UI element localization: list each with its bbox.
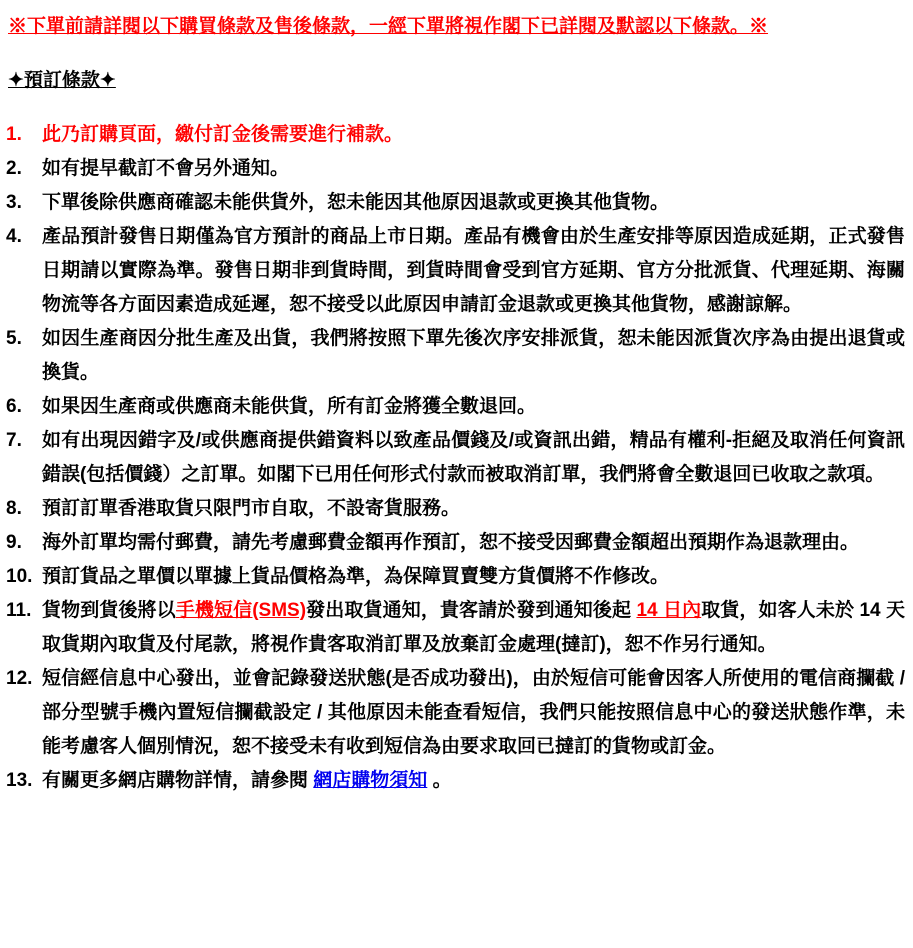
term-item — [6, 764, 905, 798]
term-item-number: 4. — [6, 225, 22, 247]
term-item-number: 6. — [6, 395, 22, 417]
term-item — [6, 594, 905, 662]
term-item — [6, 186, 905, 220]
text-segment: 如有提早截訂不會另外通知。 — [42, 157, 290, 179]
term-item-number: 12. — [6, 667, 33, 689]
term-item-text — [42, 662, 905, 764]
term-item-text — [42, 220, 905, 322]
text-segment: 取貨，如客人未於 14 天取貨期內取貨及付尾款，將視作貴客取消訂單及放棄訂金處理(撻訂)，恕不作另行通知。 — [42, 599, 905, 655]
text-segment: 如果因生產商或供應商未能供貨，所有訂金將獲全數退回。 — [42, 395, 537, 417]
text-segment: 貨物到貨後將以 — [42, 599, 176, 621]
text-segment: 產品預計發售日期僅為官方預計的商品上市日期。產品有機會由於生產安排等原因造成延期，正式發售日期請以實際為準。發售日期非到貨時間，到貨時間會受到官方延期、官方分批派貨、代理延期、海關物流等各方面因素造成延遲，恕不接受以此原因申請訂金退款或更換其他貨物，感謝諒解。 — [42, 225, 905, 315]
term-item-number: 8. — [6, 497, 22, 519]
term-item-text — [42, 186, 905, 220]
term-item-number: 3. — [6, 191, 22, 213]
term-item-text — [42, 322, 905, 390]
text-segment: 預訂訂單香港取貨只限門市自取，不設寄貨服務。 — [42, 497, 461, 519]
highlighted-text: 手機短信(SMS) — [175, 599, 307, 621]
text-segment: 發出取貨通知，貴客請於發到通知後起 — [306, 599, 637, 621]
term-item-number: 10. — [6, 565, 33, 587]
term-item — [6, 424, 905, 492]
terms-list — [6, 118, 905, 798]
text-segment: 。 — [427, 769, 452, 791]
term-item-text — [42, 492, 905, 526]
text-segment: 下單後除供應商確認未能供貨外，恕未能因其他原因退款或更換其他貨物。 — [42, 191, 670, 213]
term-item-text — [42, 560, 905, 594]
term-item-text — [42, 764, 905, 798]
term-item-text — [42, 118, 905, 152]
term-item — [6, 560, 905, 594]
shop-guide-link[interactable]: 網店購物須知 — [313, 769, 428, 791]
text-segment: 有關更多網店購物詳情，請參閱 — [42, 769, 314, 791]
term-item — [6, 220, 905, 322]
text-segment: 如有出現因錯字及/或供應商提供錯資料以致產品價錢及/或資訊出錯，精品有權利-拒絕及取消任何資訊錯誤(包括價錢）之訂單。如閣下已用任何形式付款而被取消訂單，我們將會全數退回已收取之款項。 — [42, 429, 905, 485]
term-item-number: 7. — [6, 429, 22, 451]
page-title: ※下單前請詳閱以下購買條款及售後條款，一經下單將視作閣下已詳閱及默認以下條款。※ — [8, 16, 769, 37]
term-item — [6, 390, 905, 424]
text-segment: 預訂貨品之單價以單據上貨品價格為準，為保障買賣雙方貨價將不作修改。 — [42, 565, 670, 587]
term-item-number: 5. — [6, 327, 22, 349]
term-item-number: 9. — [6, 531, 22, 553]
term-item-text — [42, 424, 905, 492]
term-item-text — [42, 526, 905, 560]
term-item — [6, 322, 905, 390]
term-item-text — [42, 594, 905, 662]
highlighted-text: 14 日內 — [636, 599, 702, 621]
term-item-number: 1. — [6, 123, 22, 145]
term-item — [6, 526, 905, 560]
text-segment: 此乃訂購頁面，繳付訂金後需要進行補款。 — [42, 123, 404, 145]
text-segment: 如因生產商因分批生產及出貨，我們將按照下單先後次序安排派貨，恕未能因派貨次序為由提出退貨或換貨。 — [42, 327, 905, 383]
term-item-number: 11. — [6, 599, 32, 621]
term-item-text — [42, 152, 905, 186]
term-item-number: 13. — [6, 769, 33, 791]
term-item — [6, 118, 905, 152]
text-segment: 海外訂單均需付郵費，請先考慮郵費金額再作預訂，恕不接受因郵費金額超出預期作為退款理由。 — [42, 531, 860, 553]
term-item — [6, 662, 905, 764]
term-item — [6, 152, 905, 186]
term-item-number: 2. — [6, 157, 22, 179]
term-item — [6, 492, 905, 526]
section-heading-preorder-terms: ✦預訂條款✦ — [8, 69, 116, 91]
text-segment: 短信經信息中心發出，並會記錄發送狀態(是否成功發出)，由於短信可能會因客人所使用的電信商攔截 / 部分型號手機內置短信攔截設定 / 其他原因未能查看短信，我們只能按照信息中心的發送狀態作準，未能考慮客人個別情況，恕不接受未有收到短信為由要求取回已撻訂的貨物或訂金。 — [42, 667, 905, 757]
term-item-text — [42, 390, 905, 424]
